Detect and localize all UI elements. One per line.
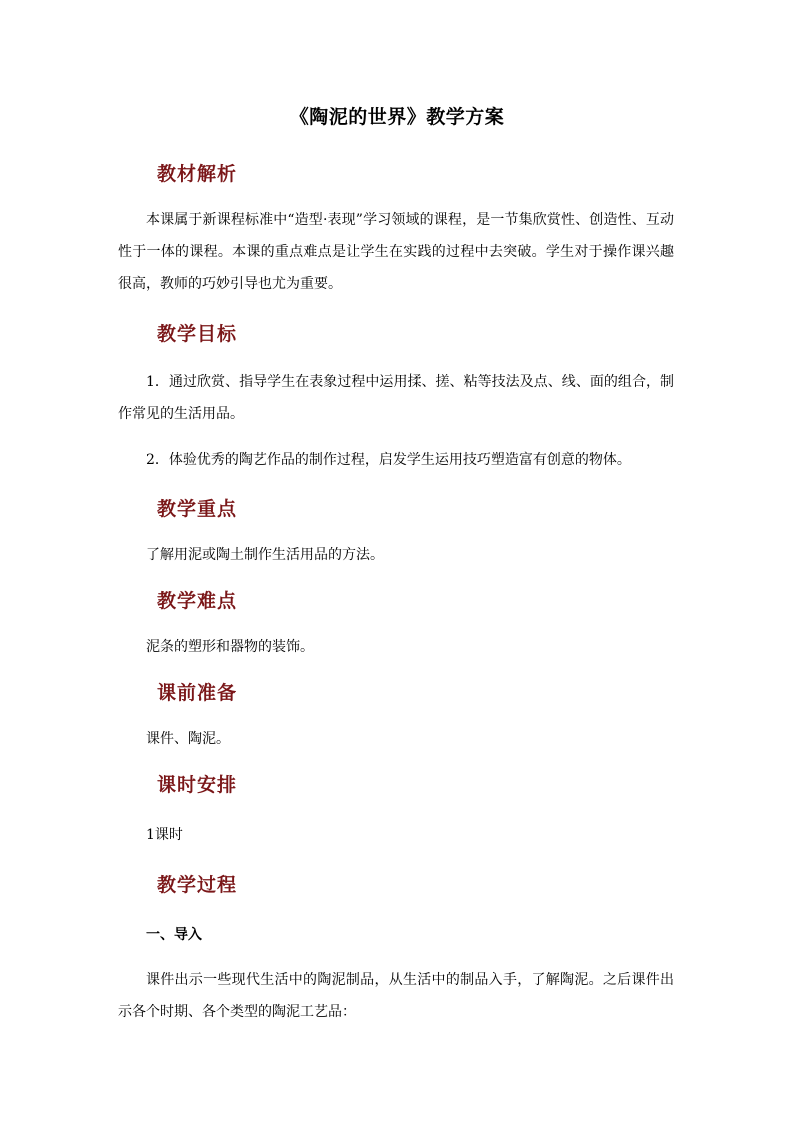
difficulties-text: 泥条的塑形和器物的装饰。 xyxy=(146,639,314,655)
objective-item-1: 1．通过欣赏、指导学生在表象过程中运用揉、搓、粘等技法及点、线、面的组合，制作常见的生活用品。 xyxy=(118,374,674,422)
process-step1-paragraph: 课件出示一些现代生活中的陶泥制品，从生活中的制品入手，了解陶泥。之后课件出示各个时期、各个类型的陶泥工艺品： xyxy=(118,972,674,1020)
process-step1-title: 一、导入 xyxy=(146,927,202,943)
objective-item-2: 2．体验优秀的陶艺作品的制作过程，启发学生运用技巧塑造富有创意的物体。 xyxy=(146,452,631,468)
key-points-text: 了解用泥或陶土制作生活用品的方法。 xyxy=(146,547,384,563)
preparation-text: 课件、陶泥。 xyxy=(146,731,230,747)
analysis-paragraph: 本课属于新课程标准中“造型·表现”学习领域的课程，是一节集欣赏性、创造性、互动性于一体的课程。本课的重点难点是让学生在实践的过程中去突破。学生对于操作课兴趣很高，教师的巧妙引导也尤为重要。 xyxy=(118,212,674,292)
document-title: 《陶泥的世界》教学方案 xyxy=(289,106,505,128)
heading-objectives: 教学目标 xyxy=(157,323,238,345)
heading-key-points: 教学重点 xyxy=(157,498,238,520)
heading-difficulties: 教学难点 xyxy=(157,590,238,612)
schedule-text: 1课时 xyxy=(146,827,183,843)
heading-process: 教学过程 xyxy=(157,874,238,896)
heading-schedule: 课时安排 xyxy=(157,774,238,796)
heading-preparation: 课前准备 xyxy=(157,682,238,704)
heading-analysis: 教材解析 xyxy=(157,163,238,185)
